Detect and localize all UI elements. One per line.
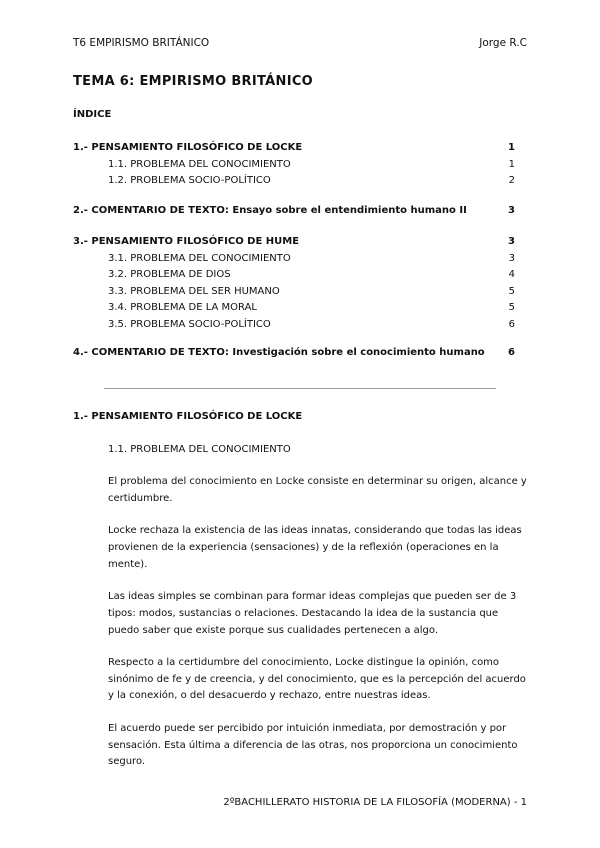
paragraph: Respecto a la certidumbre del conocimiento, Locke distingue la opinión, como sinónimo de fe y de creencia, y del conocimiento, que es la percepción del acuerdo y la conexión, o del desacuerdo y rechazo, entre nuestras ideas. <box>108 656 526 702</box>
paragraph: Las ideas simples se combinan para formar ideas complejas que pueden ser de 3 tipos: modos, sustancias o relaciones. Destacando la idea de la sustancia que puedo saber que existe porque sus cualidades pertenecen a algo. <box>108 590 517 636</box>
toc-entry[interactable] <box>73 205 515 222</box>
toc-group-2 <box>73 205 515 222</box>
page-title: TEMA 6: EMPIRISMO BRITÁNICO <box>73 74 314 89</box>
toc-entry-prefix: 4.- COMENTARIO DE TEXTO: <box>73 347 233 358</box>
toc-entry[interactable] <box>73 142 515 159</box>
toc-entry-label: 3.3. PROBLEMA DEL SER HUMANO <box>108 285 280 297</box>
toc-entry-label: 3.4. PROBLEMA DE LA MORAL <box>108 302 257 313</box>
toc-entry[interactable] <box>73 236 515 253</box>
toc-entry[interactable] <box>73 286 515 303</box>
toc-entry-page: 6 <box>508 318 515 330</box>
toc-entry-page: 6 <box>508 347 515 358</box>
toc-entry[interactable] <box>73 175 515 192</box>
toc-entry-label: 3.5. PROBLEMA SOCIO-POLÍTICO <box>108 318 271 330</box>
toc-entry-label: 3.2. PROBLEMA DE DIOS <box>108 269 231 280</box>
toc-entry-page: 5 <box>508 302 515 313</box>
toc-entry[interactable] <box>73 319 515 336</box>
toc-entry-label: 1.1. PROBLEMA DEL CONOCIMIENTO <box>108 158 291 170</box>
page-footer: 2ºBACHILLERATO HISTORIA DE LA FILOSOFÍA (MODERNA) - 1 <box>223 797 527 808</box>
toc-entry[interactable] <box>73 253 515 270</box>
toc-entry[interactable] <box>73 302 515 319</box>
toc-entry[interactable] <box>73 159 515 176</box>
toc-entry-page: 5 <box>508 285 515 297</box>
header-author: Jorge R.C <box>479 37 527 49</box>
section-divider <box>104 388 496 389</box>
toc-entry-page: 1 <box>508 142 515 153</box>
toc-entry-label: 3.1. PROBLEMA DEL CONOCIMIENTO <box>108 252 291 264</box>
toc-entry-page: 3 <box>508 205 515 216</box>
toc-entry-label: 3.- PENSAMIENTO FILOSÓFICO DE HUME <box>73 236 300 247</box>
toc-group-3 <box>73 236 515 335</box>
section-body <box>108 474 528 787</box>
toc-entry-label: 1.2. PROBLEMA SOCIO-POLÍTICO <box>108 175 271 186</box>
toc-entry-label: Investigación sobre el conocimiento humano <box>232 347 485 358</box>
toc-entry[interactable] <box>73 347 515 364</box>
paragraph: Locke rechaza la existencia de las ideas innatas, considerando que todas las ideas provienen de la experiencia (sensaciones) y de la reflexión (operaciones en la mente). <box>108 525 522 570</box>
section-heading: 1.- PENSAMIENTO FILOSÓFICO DE LOCKE <box>73 411 303 422</box>
toc-group-1 <box>73 142 515 192</box>
paragraph: El acuerdo puede ser percibido por intuición inmediata, por demostración y por sensación. Esta última a diferencia de las otras, nos proporciona un conocimiento seguro. <box>108 722 518 768</box>
toc-entry[interactable] <box>73 269 515 286</box>
toc-entry-page: 1 <box>508 158 515 170</box>
toc-entry-page: 4 <box>508 269 515 280</box>
toc-entry-prefix: 2.- COMENTARIO DE TEXTO: <box>73 205 233 216</box>
index-heading: ÍNDICE <box>73 109 112 120</box>
toc-entry-label: 1.- PENSAMIENTO FILOSÓFICO DE LOCKE <box>73 142 303 153</box>
header-doc-title: T6 EMPIRISMO BRITÁNICO <box>73 37 210 49</box>
toc-entry-label: Ensayo sobre el entendimiento humano II <box>232 205 467 216</box>
toc-entry-page: 2 <box>508 175 515 186</box>
toc-entry-page: 3 <box>508 252 515 264</box>
subsection-heading: 1.1. PROBLEMA DEL CONOCIMIENTO <box>108 444 291 455</box>
paragraph: El problema del conocimiento en Locke consiste en determinar su origen, alcance y certidumbre. <box>108 476 527 504</box>
toc-entry-page: 3 <box>508 236 515 247</box>
toc-group-4 <box>73 347 515 364</box>
